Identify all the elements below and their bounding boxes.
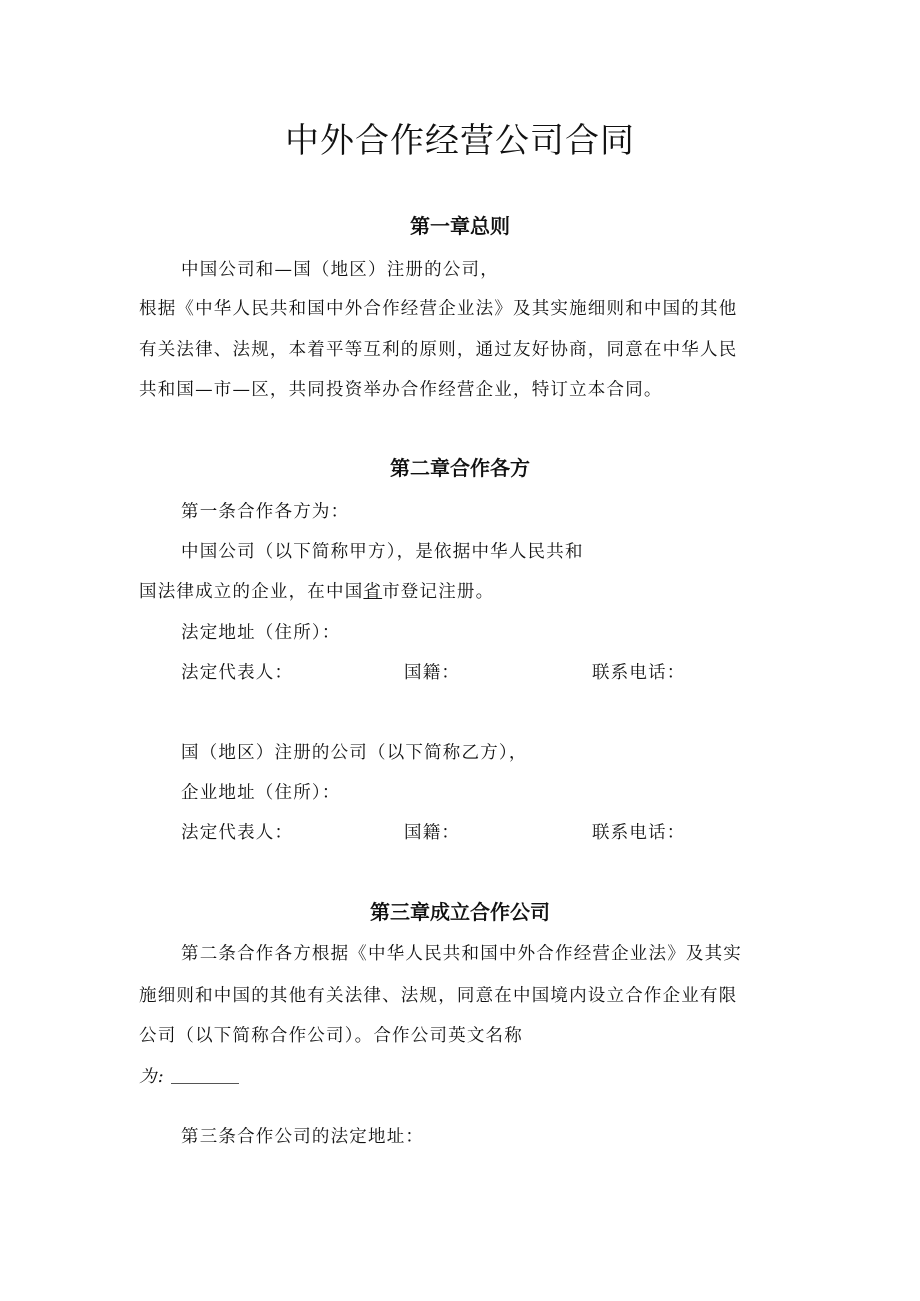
chapter1-line-3: 有关法律、法规，本着平等互利的原则，通过友好协商，同意在中华人民 [139, 340, 738, 360]
english-name-blank [171, 1083, 239, 1084]
partyA-province: 省 [363, 582, 383, 602]
partyA-address-label: 法定地址（住所）： [181, 623, 341, 643]
chapter3-heading: 第三章成立合作公司 [370, 900, 550, 924]
article2-line-1: 第二条合作各方根据《中华人民共和国中外合作经营企业法》及其实 [181, 944, 742, 964]
article1-text: 第一条合作各方为： [181, 502, 350, 522]
partyA-phone-label: 联系电话： [592, 663, 686, 683]
english-name-label: 为: [139, 1067, 165, 1087]
partyA-line-2-post: 市登记注册。 [382, 582, 495, 602]
partyA-line-1: 中国公司（以下简称甲方），是依据中华人民共和 [181, 542, 584, 562]
article2-line-2: 施细则和中国的其他有关法律、法规，同意在中国境内设立合作企业有限 [139, 986, 738, 1006]
partyA-nationality-label: 国籍： [404, 663, 461, 683]
partyB-line-1: 国（地区）注册的公司（以下简称乙方）， [181, 743, 528, 763]
chapter1-line-2: 根据《中华人民共和国中外合作经营企业法》及其实施细则和中国的其他 [139, 299, 738, 319]
partyB-phone-label: 联系电话： [592, 823, 686, 843]
article3-text: 第三条合作公司的法定地址： [181, 1127, 425, 1147]
partyA-line-2 [139, 578, 494, 606]
chapter1-line-1: 中国公司和—国（地区）注册的公司， [181, 260, 499, 280]
chapter1-heading: 第一章总则 [410, 214, 510, 238]
partyB-rep-label: 法定代表人： [181, 823, 294, 843]
article2-line-3: 公司（以下简称合作公司）。合作公司英文名称 [139, 1026, 523, 1046]
partyA-line-2-pre: 国法律成立的企业，在中国 [139, 582, 364, 602]
partyB-address-label: 企业地址（住所）： [181, 783, 341, 803]
contract-title: 中外合作经营公司合同 [285, 121, 635, 161]
chapter1-line-4: 共和国—市—区，共同投资举办合作经营企业，特订立本合同。 [139, 380, 663, 400]
partyB-nationality-label: 国籍： [404, 823, 461, 843]
english-name-row [139, 1063, 239, 1091]
partyA-rep-label: 法定代表人： [181, 663, 294, 683]
chapter2-heading: 第二章合作各方 [390, 456, 530, 480]
